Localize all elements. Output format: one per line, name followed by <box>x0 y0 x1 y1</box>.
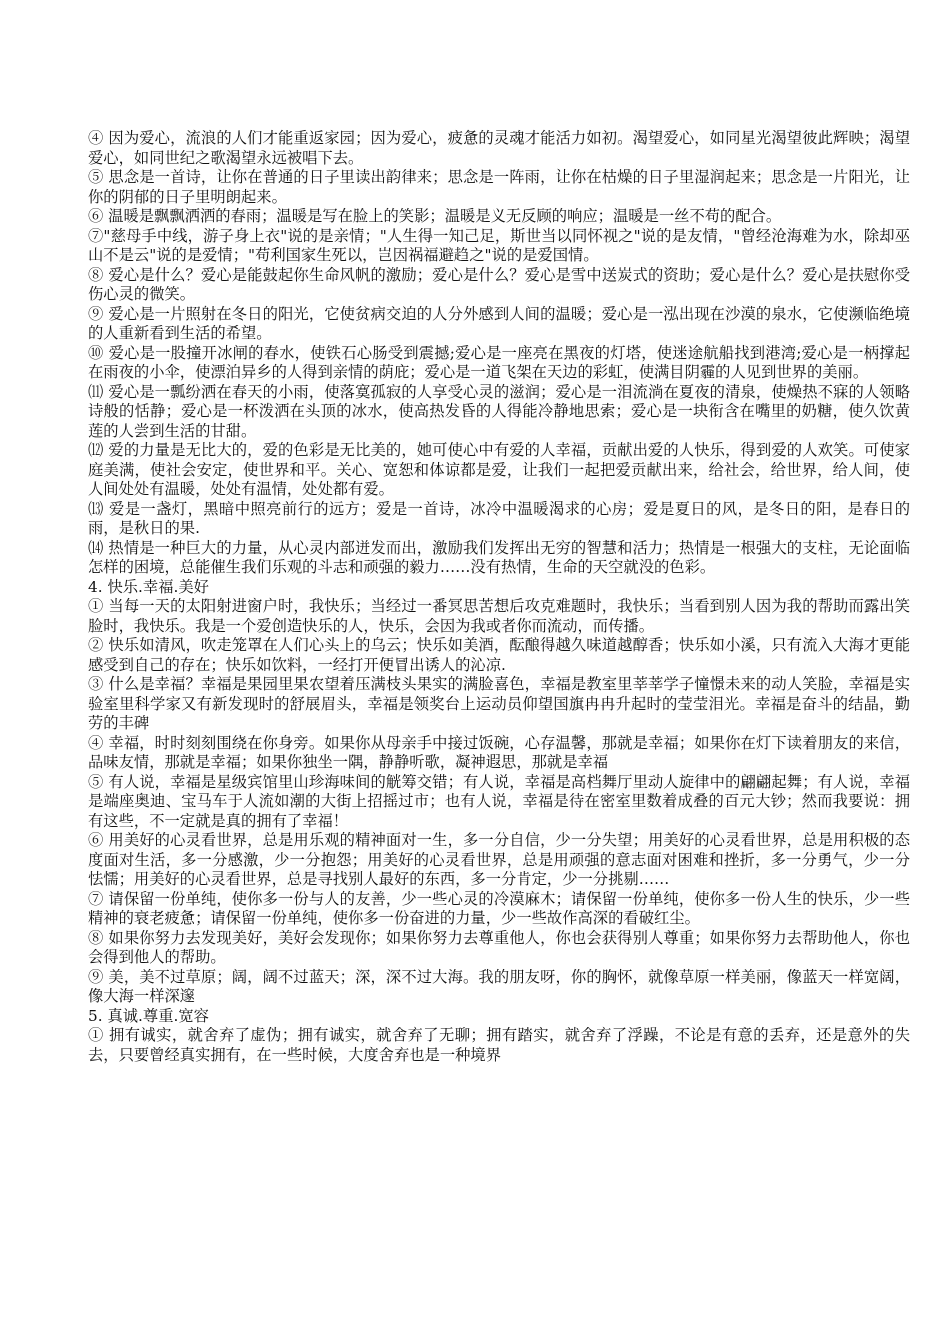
paragraph-passion-14: ⒁ 热情是一种巨大的力量，从心灵内部迸发而出，激励我们发挥出无穷的智慧和活力；热情是一根强大的支柱，无论面临怎样的困境，总能催生我们乐观的斗志和顽强的毅力……没有热情，生命的天空就没的色彩。 <box>88 538 910 576</box>
paragraph-happiness-8: ⑧ 如果你努力去发现美好，美好会发现你；如果你努力去尊重他人，你也会获得别人尊重；如果你努力去帮助他人，你也会得到他人的帮助。 <box>88 928 910 966</box>
paragraph-happiness-6: ⑥ 用美好的心灵看世界，总是用乐观的精神面对一生，多一分自信，少一分失望；用美好的心灵看世界，总是用积极的态度面对生活，多一分感激，少一分抱怨；用美好的心灵看世界，总是用顽强的意志面对困难和挫折，多一分勇气，少一分怯懦；用美好的心灵看世界，总是寻找别人最好的东西，多一分肯定，少一分挑剔…… <box>88 831 910 888</box>
paragraph-sincerity-1: ① 拥有诚实，就舍弃了虚伪；拥有诚实，就舍弃了无聊；拥有踏实，就舍弃了浮躁，不论是有意的丢弃，还是意外的失去，只要曾经真实拥有，在一些时候，大度舍弃也是一种境界 <box>88 1026 910 1064</box>
paragraph-happiness-7: ⑦ 请保留一份单纯，使你多一份与人的友善，少一些心灵的冷漠麻木；请保留一份单纯，使你多一份人生的快乐，少一些精神的衰老疲惫；请保留一份单纯，使你多一份奋进的力量，少一些故作高深的看破红尘。 <box>88 889 910 927</box>
paragraph-happiness-3: ③ 什么是幸福？幸福是果园里果农望着压满枝头果实的满脸喜色，幸福是教室里莘莘学子憧憬未来的动人笑脸，幸福是实验室里科学家又有新发现时的舒展眉头，幸福是领奖台上运动员仰望国旗冉冉升起时的莹莹泪光。幸福是奋斗的结晶，勤劳的丰碑 <box>88 675 910 732</box>
paragraph-love-4: ④ 因为爱心，流浪的人们才能重返家园；因为爱心，疲惫的灵魂才能活力如初。渴望爱心，如同星光渴望彼此辉映；渴望爱心，如同世纪之歌渴望永远被唱下去。 <box>88 129 910 167</box>
paragraph-happiness-4: ④ 幸福，时时刻刻围绕在你身旁。如果你从母亲手中接过饭碗，心存温馨，那就是幸福；如果你在灯下读着朋友的来信，品味友情，那就是幸福；如果你独坐一隅，静静听歌，凝神遐思，那就是幸福 <box>88 733 910 771</box>
paragraph-missing-5: ⑤ 思念是一首诗，让你在普通的日子里读出韵律来；思念是一阵雨，让你在枯燥的日子里湿润起来；思念是一片阳光，让你的阴郁的日子里明朗起来。 <box>88 168 910 206</box>
paragraph-love-12: ⑿ 爱的力量是无比大的，爱的色彩是无比美的，她可使心中有爱的人幸福，贡献出爱的人快乐，得到爱的人欢笑。可使家庭美满，使社会安定，使世界和平。关心、宽恕和体谅都是爱，让我们一起把爱贡献出来，给社会，给世界，给人间，使人间处处有温暖，处处有温情，处处都有爱。 <box>88 441 910 498</box>
paragraph-love-8: ⑧ 爱心是什么？爱心是能鼓起你生命风帆的激励；爱心是什么？爱心是雪中送炭式的资助；爱心是什么？爱心是扶慰你受伤心灵的微笑。 <box>88 265 910 303</box>
section-heading-happiness: 4. 快乐.幸福.美好 <box>88 577 209 596</box>
paragraph-happiness-2: ② 快乐如清风，吹走笼罩在人们心头上的乌云；快乐如美酒，酝酿得越久味道越醇香；快乐如小溪，只有流入大海才更能感受到自己的存在；快乐如饮料，一经打开便冒出诱人的沁凉. <box>88 636 910 674</box>
paragraph-happiness-5: ⑤ 有人说，幸福是星级宾馆里山珍海味间的觥筹交错；有人说，幸福是高档舞厅里动人旋律中的翩翩起舞；有人说，幸福是端座奥迪、宝马车于人流如潮的大街上招摇过市；也有人说，幸福是待在密室里数着成叠的百元大钞；然而我要说：拥有这些，不一定就是真的拥有了幸福！ <box>88 772 910 830</box>
paragraph-love-11: ⑾ 爱心是一瓢纷洒在春天的小雨，使落寞孤寂的人享受心灵的滋润；爱心是一泪流淌在夏夜的清泉，使燥热不寐的人领略诗般的恬静；爱心是一杯泼洒在头顶的冰水，使高热发昏的人得能冷静地思索；爱心是一块衔含在嘴里的奶糖，使久饮黄莲的人尝到生活的甘甜。 <box>88 382 910 440</box>
paragraph-love-9: ⑨ 爱心是一片照射在冬日的阳光，它使贫病交迫的人分外感到人间的温暖；爱心是一泓出现在沙漠的泉水，它使濒临绝境的人重新看到生活的希望。 <box>88 304 910 342</box>
paragraph-happiness-9: ⑨ 美，美不过草原；阔，阔不过蓝天；深，深不过大海。我的朋友呀，你的胸怀，就像草原一样美丽，像蓝天一样宽阔，像大海一样深邃 <box>88 967 910 1005</box>
paragraph-warmth-6: ⑥ 温暖是飘飘洒洒的春雨；温暖是写在脸上的笑影；温暖是义无反顾的响应；温暖是一丝不苟的配合。 <box>88 207 782 225</box>
paragraph-feelings-7: ⑦"慈母手中线，游子身上衣"说的是亲情；"人生得一知己足，斯世当以同怀视之"说的是友情，"曾经沧海难为水，除却巫山不是云"说的是爱情；"苟利国家生死以，岂因祸福避趋之"说的是爱国情。 <box>88 226 910 264</box>
section-heading-sincerity: 5. 真诚.尊重.宽容 <box>88 1006 209 1025</box>
paragraph-love-13: ⒀ 爱是一盏灯，黑暗中照亮前行的远方；爱是一首诗，冰冷中温暖渴求的心房；爱是夏日的风，是冬日的阳，是春日的雨，是秋日的果. <box>88 499 910 537</box>
paragraph-happiness-1: ① 当每一天的太阳射进窗户时，我快乐；当经过一番冥思苦想后攻克难题时，我快乐；当看到别人因为我的帮助而露出笑脸时，我快乐。我是一个爱创造快乐的人，快乐，会因为我或者你而流动，而传播。 <box>88 597 910 635</box>
paragraph-love-10: ⑩ 爱心是一股撞开冰闸的春水，使铁石心肠受到震撼;爱心是一座亮在黑夜的灯塔，使迷途航船找到港湾;爱心是一柄撑起在雨夜的小伞，使漂泊异乡的人得到亲情的荫庇；爱心是一道飞架在天边的彩虹，使满目阴霾的人见到世界的美丽。 <box>88 343 910 381</box>
